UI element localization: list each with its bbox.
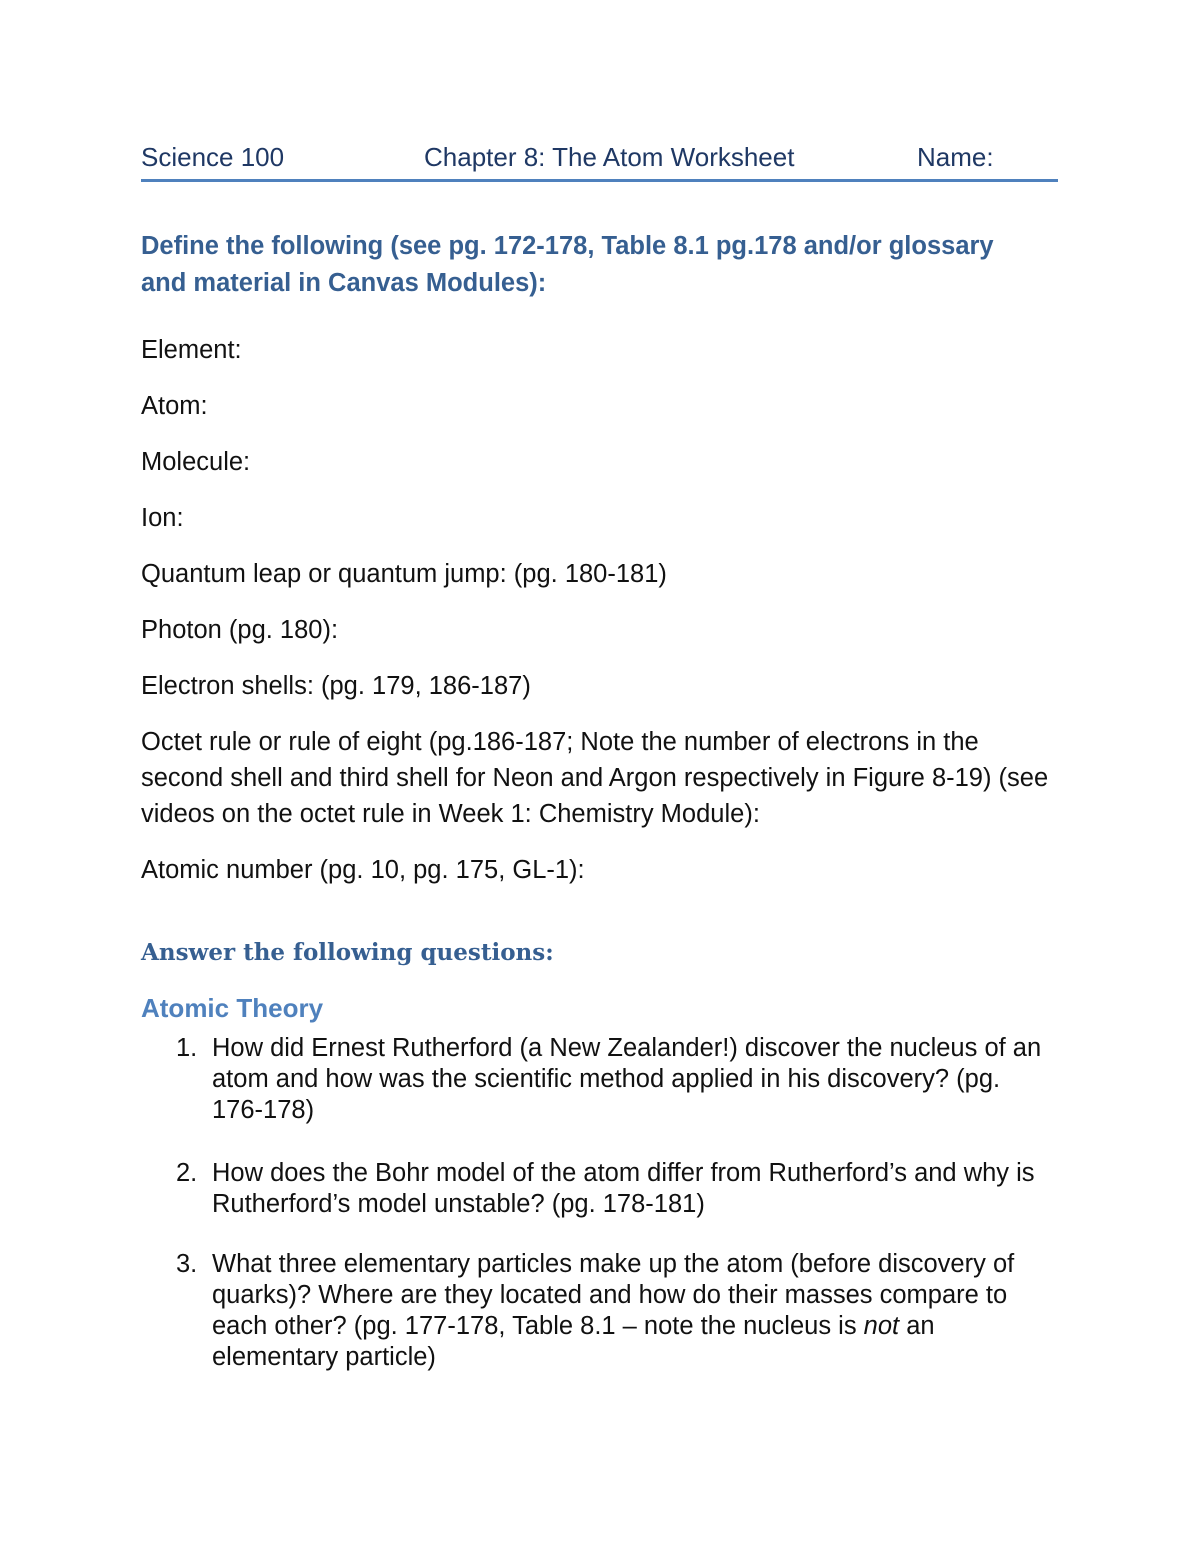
question-2 xyxy=(176,1158,1056,1220)
term-element: Element: xyxy=(141,336,242,364)
question-1 xyxy=(176,1033,1056,1126)
term-ion: Ion: xyxy=(141,504,184,532)
define-instructions: Define the following (see pg. 172-178, Table 8.1 pg.178 and/or glossary and material in Canvas Modules): xyxy=(141,232,994,297)
question-text-part: What three elementary particles make up the atom (before discovery of quarks)? Where are they located and how do their masses compare to each other? (pg. 177-178, Table 8.1 – note the nucleus is xyxy=(212,1250,1015,1340)
question-number: 3. xyxy=(176,1250,198,1278)
term-molecule: Molecule: xyxy=(141,448,251,476)
course-label: Science 100 xyxy=(141,142,285,172)
question-text: How does the Bohr model of the atom differ from Rutherford’s and why is Rutherford’s model unstable? (pg. 178-181) xyxy=(212,1159,1035,1218)
emphasized-word: not xyxy=(863,1312,900,1340)
question-text: How did Ernest Rutherford (a New Zealander!) discover the nucleus of an atom and how was the scientific method applied in his discovery? (pg. 176-178) xyxy=(212,1034,1042,1124)
worksheet-title: Chapter 8: The Atom Worksheet xyxy=(424,142,795,172)
term-photon: Photon (pg. 180): xyxy=(141,616,339,644)
question-3 xyxy=(176,1249,1056,1373)
term-octet-rule: Octet rule or rule of eight (pg.186-187; Note the number of electrons in the second shell and third shell for Neon and Argon respectively in Figure 8-19) (see videos on the octet rule in Week 1: Chemistry Module): xyxy=(141,728,1049,828)
question-number: 1. xyxy=(176,1034,198,1062)
worksheet-header xyxy=(141,142,1058,182)
term-quantum-leap: Quantum leap or quantum jump: (pg. 180-181) xyxy=(141,560,667,588)
question-text xyxy=(212,1249,1056,1373)
term-electron-shells: Electron shells: (pg. 179, 186-187) xyxy=(141,672,531,700)
question-number: 2. xyxy=(176,1159,198,1187)
answer-questions-heading: Answer the following questions: xyxy=(141,939,554,966)
question-text-part: an elementary particle) xyxy=(212,1312,935,1371)
term-atom: Atom: xyxy=(141,392,208,420)
section-title-atomic-theory: Atomic Theory xyxy=(141,993,324,1023)
term-atomic-number: Atomic number (pg. 10, pg. 175, GL-1): xyxy=(141,856,585,884)
name-label: Name: xyxy=(917,142,994,172)
